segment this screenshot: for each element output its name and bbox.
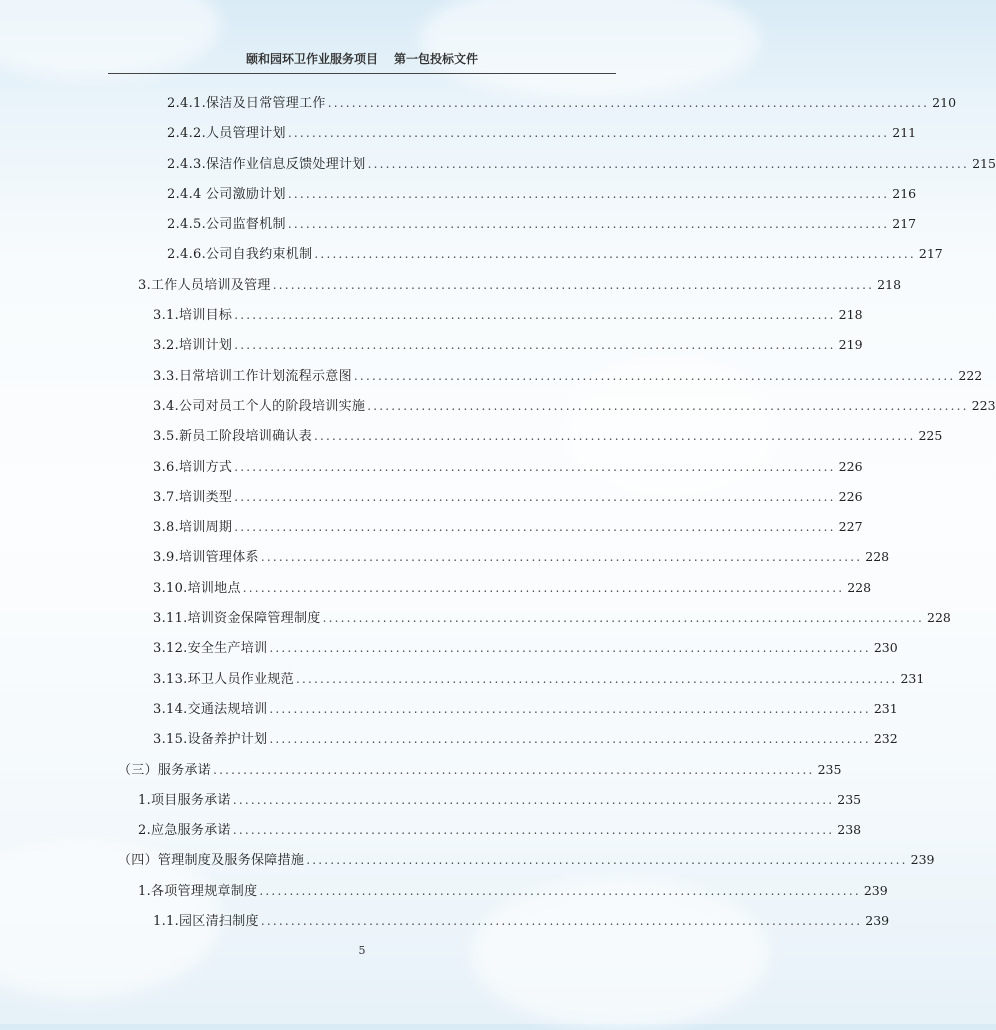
toc-entry[interactable] xyxy=(0,88,957,118)
toc-entry-title: 3.2.培训计划 xyxy=(153,338,233,354)
toc-leader-dots: .................................................................................................... xyxy=(269,701,871,716)
toc-entry-title: 3.15.设备养护计划 xyxy=(153,732,268,748)
toc-entry-title: 2.4.1.保洁及日常管理工作 xyxy=(167,96,326,111)
toc-entry-page: 211 xyxy=(892,125,917,141)
toc-entry[interactable] xyxy=(0,664,925,694)
toc-entry-page: 235 xyxy=(837,791,862,807)
toc-entry-page: 226 xyxy=(838,458,863,474)
toc-entry-page: 232 xyxy=(873,731,898,747)
table-of-contents xyxy=(0,88,996,936)
toc-entry-page: 216 xyxy=(892,185,917,201)
toc-entry-page: 228 xyxy=(927,610,951,626)
toc-entry-page: 238 xyxy=(837,822,862,838)
toc-entry[interactable] xyxy=(0,391,996,421)
toc-entry[interactable] xyxy=(0,512,863,542)
toc-entry-page: 215 xyxy=(972,155,996,171)
toc-entry-title: 3.4.公司对员工个人的阶段培训实施 xyxy=(153,398,366,414)
toc-entry[interactable] xyxy=(0,118,917,148)
page-header xyxy=(0,50,724,67)
toc-leader-dots: .................................................................................................... xyxy=(353,368,956,383)
toc-leader-dots: .................................................................................................... xyxy=(259,883,861,898)
toc-entry[interactable] xyxy=(0,755,842,785)
toc-leader-dots: .................................................................................................... xyxy=(260,914,863,929)
toc-entry-title: 3.工作人员培训及管理 xyxy=(138,277,271,293)
header-divider xyxy=(108,73,616,74)
toc-leader-dots: .................................................................................................... xyxy=(242,580,845,595)
toc-leader-dots: .................................................................................................... xyxy=(213,762,815,777)
toc-entry-title: 2.4.3.保洁作业信息反馈处理计划 xyxy=(167,156,366,172)
toc-entry-page: 228 xyxy=(865,549,890,565)
header-project-title: 颐和园环卫作业服务项目 xyxy=(245,52,378,66)
toc-leader-dots: .................................................................................................... xyxy=(234,308,836,323)
toc-leader-dots: .................................................................................................... xyxy=(367,398,969,413)
toc-entry-page: 210 xyxy=(932,95,957,110)
toc-leader-dots: .................................................................................................... xyxy=(287,217,890,232)
toc-leader-dots: .................................................................................................... xyxy=(327,96,930,110)
toc-entry[interactable] xyxy=(0,573,872,603)
toc-entry[interactable] xyxy=(0,330,863,360)
toc-leader-dots: .................................................................................................... xyxy=(234,489,836,504)
toc-leader-dots: .................................................................................................... xyxy=(269,732,871,747)
toc-entry-title: 1.项目服务承诺 xyxy=(138,792,231,808)
toc-leader-dots: .................................................................................................... xyxy=(272,277,875,292)
toc-entry-title: 2.应急服务承诺 xyxy=(138,823,231,839)
toc-entry[interactable] xyxy=(0,421,943,451)
toc-leader-dots: .................................................................................................... xyxy=(367,156,970,171)
toc-leader-dots: .................................................................................................... xyxy=(234,459,836,474)
toc-entry-page: 223 xyxy=(971,397,996,413)
toc-entry-title: 3.6.培训方式 xyxy=(153,459,233,475)
toc-entry-page: 231 xyxy=(900,670,925,686)
toc-leader-dots: .................................................................................................... xyxy=(232,823,835,838)
toc-entry-page: 217 xyxy=(892,216,917,232)
toc-entry-page: 235 xyxy=(817,761,842,777)
toc-entry[interactable] xyxy=(0,452,863,482)
background-cloud xyxy=(0,0,220,80)
toc-leader-dots: .................................................................................................... xyxy=(322,611,925,626)
toc-entry-title: 1.1.园区清扫制度 xyxy=(153,914,259,930)
toc-entry-page: 231 xyxy=(873,700,898,716)
toc-entry[interactable] xyxy=(0,876,888,906)
toc-entry-page: 239 xyxy=(863,882,888,898)
toc-entry-page: 217 xyxy=(918,246,943,262)
toc-entry[interactable] xyxy=(0,179,917,209)
toc-entry-title: 3.13.环卫人员作业规范 xyxy=(153,671,294,687)
toc-entry[interactable] xyxy=(0,815,862,845)
header-document-title: 第一包投标文件 xyxy=(394,52,479,66)
toc-entry[interactable] xyxy=(0,542,890,572)
toc-entry-title: 3.11.培训资金保障管理制度 xyxy=(153,611,321,627)
toc-entry[interactable] xyxy=(0,633,898,663)
toc-leader-dots: .................................................................................................... xyxy=(287,186,890,201)
toc-leader-dots: .................................................................................................... xyxy=(232,792,835,807)
toc-entry-page: 227 xyxy=(838,519,863,535)
toc-entry[interactable] xyxy=(0,361,983,391)
toc-entry-page: 218 xyxy=(838,307,863,323)
toc-leader-dots: .................................................................................................... xyxy=(269,641,871,656)
toc-entry-page: 228 xyxy=(847,579,872,595)
toc-entry-title: 3.5.新员工阶段培训确认表 xyxy=(153,429,313,445)
toc-leader-dots: .................................................................................................... xyxy=(234,338,836,353)
toc-entry-title: 2.4.2.人员管理计划 xyxy=(167,126,286,142)
toc-entry-page: 230 xyxy=(873,640,898,656)
toc-entry-title: 3.10.培训地点 xyxy=(153,580,241,596)
toc-entry-title: 3.8.培训周期 xyxy=(153,520,233,536)
toc-entry[interactable] xyxy=(0,270,902,300)
toc-entry[interactable] xyxy=(0,209,917,239)
page-number: 5 xyxy=(358,944,366,957)
toc-entry[interactable] xyxy=(0,603,951,633)
toc-entry[interactable] xyxy=(0,239,943,269)
toc-entry-title: 3.3.日常培训工作计划流程示意图 xyxy=(153,368,352,384)
toc-entry-title: 3.9.培训管理体系 xyxy=(153,550,259,566)
toc-entry-page: 226 xyxy=(838,488,863,504)
toc-leader-dots: .................................................................................................... xyxy=(306,853,908,868)
toc-entry[interactable] xyxy=(0,149,996,179)
toc-entry-title: 3.7.培训类型 xyxy=(153,489,233,505)
toc-entry[interactable] xyxy=(0,785,862,815)
toc-entry[interactable] xyxy=(0,906,890,936)
toc-entry-page: 239 xyxy=(910,852,935,868)
toc-entry-page: 225 xyxy=(918,428,943,444)
toc-entry-title: （四）管理制度及服务保障措施 xyxy=(118,853,305,869)
toc-entry-page: 222 xyxy=(958,367,983,383)
toc-leader-dots: .................................................................................................... xyxy=(314,429,916,444)
toc-entry[interactable] xyxy=(0,724,898,754)
toc-entry-title: 3.14.交通法规培训 xyxy=(153,701,268,717)
toc-entry[interactable] xyxy=(0,482,863,512)
toc-leader-dots: .................................................................................................... xyxy=(314,247,916,262)
toc-entry[interactable] xyxy=(0,300,863,330)
toc-entry-title: 3.1.培训目标 xyxy=(153,308,233,324)
toc-leader-dots: .................................................................................................... xyxy=(234,520,836,535)
toc-entry-title: 2.4.6.公司自我约束机制 xyxy=(167,247,313,263)
toc-entry[interactable] xyxy=(0,845,935,875)
toc-entry-title: （三）服务承诺 xyxy=(118,762,212,778)
toc-entry-page: 219 xyxy=(838,337,863,353)
toc-entry-title: 1.各项管理规章制度 xyxy=(138,883,258,899)
toc-entry-title: 3.12.安全生产培训 xyxy=(153,641,268,657)
toc-entry-title: 2.4.4 公司激励计划 xyxy=(167,186,286,202)
toc-entry[interactable] xyxy=(0,694,898,724)
toc-leader-dots: .................................................................................................... xyxy=(287,126,890,141)
toc-entry-title: 2.4.5.公司监督机制 xyxy=(167,217,286,233)
toc-entry-page: 218 xyxy=(877,276,902,292)
toc-leader-dots: .................................................................................................... xyxy=(260,550,863,565)
toc-entry-page: 239 xyxy=(865,913,890,929)
toc-leader-dots: .................................................................................................... xyxy=(295,671,898,686)
